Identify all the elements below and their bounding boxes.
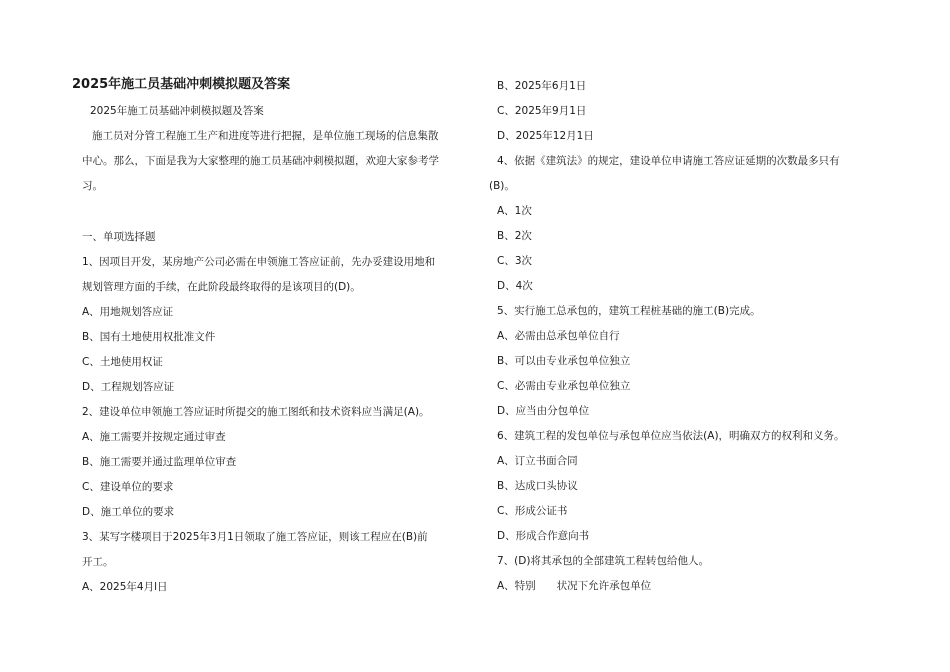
option-line: B、国有土地使用权批准文件 bbox=[82, 331, 216, 343]
intro-line: 习。 bbox=[82, 180, 103, 192]
option-line: A、订立书面合同 bbox=[497, 455, 578, 467]
question-line: 3、某写字楼项目于2025年3月1日领取了施工答应证，则该工程应在(B)前 bbox=[82, 531, 428, 543]
option-line: B、施工需要并通过监理单位审查 bbox=[82, 456, 237, 468]
option-line: D、工程规划答应证 bbox=[82, 381, 175, 393]
question-line: 2、建设单位申领施工答应证时所提交的施工图纸和技术资料应当满足(A)。 bbox=[82, 406, 430, 418]
option-line: A、必需由总承包单位自行 bbox=[497, 330, 620, 342]
question-line: (B)。 bbox=[489, 180, 515, 192]
question-line: 7、(D)将其承包的全部建筑工程转包给他人。 bbox=[497, 555, 709, 567]
intro-line: 中心。那么，下面是我为大家整理的施工员基础冲刺模拟题，欢迎大家参考学 bbox=[82, 155, 439, 167]
option-line: C、形成公证书 bbox=[497, 505, 568, 517]
option-line: B、达成口头协议 bbox=[497, 480, 578, 492]
question-line: 1、因项目开发，某房地产公司必需在申领施工答应证前，先办妥建设用地和 bbox=[82, 256, 436, 268]
option-line: C、必需由专业承包单位独立 bbox=[497, 380, 631, 392]
option-line: C、3次 bbox=[497, 255, 533, 267]
question-line: 开工。 bbox=[82, 556, 114, 568]
document-subtitle: 2025年施工员基础冲刺模拟题及答案 bbox=[90, 105, 264, 117]
option-line: A、用地规划答应证 bbox=[82, 306, 174, 318]
question-line: 6、建筑工程的发包单位与承包单位应当依法(A)，明确双方的权利和义务。 bbox=[497, 430, 845, 442]
question-line: 4、依据《建筑法》的规定，建设单位申请施工答应证延期的次数最多只有 bbox=[497, 155, 840, 167]
section-heading: 一、单项选择题 bbox=[82, 231, 156, 243]
option-line: C、建设单位的要求 bbox=[82, 481, 174, 493]
option-line: A、1次 bbox=[497, 205, 532, 217]
option-line: B、可以由专业承包单位独立 bbox=[497, 355, 631, 367]
option-line: A、施工需要并按规定通过审查 bbox=[82, 431, 226, 443]
option-line: D、4次 bbox=[497, 280, 533, 292]
option-line: D、形成合作意向书 bbox=[497, 530, 590, 542]
document-title: 2025年施工员基础冲刺模拟题及答案 bbox=[72, 77, 291, 92]
question-line: 规划管理方面的手续，在此阶段最终取得的是该项目的(D)。 bbox=[82, 281, 361, 293]
option-line: D、施工单位的要求 bbox=[82, 506, 175, 518]
option-line: A、2025年4月l日 bbox=[82, 581, 168, 593]
intro-line: 施工员对分管工程施工生产和进度等进行把握，是单位施工现场的信息集散 bbox=[92, 130, 439, 142]
question-line: 5、实行施工总承包的，建筑工程桩基础的施工(B)完成。 bbox=[497, 305, 761, 317]
option-line: A、特别 状况下允许承包单位 bbox=[497, 580, 652, 592]
option-line: C、土地使用权证 bbox=[82, 356, 163, 368]
option-line: C、2025年9月1日 bbox=[497, 105, 587, 117]
option-line: B、2次 bbox=[497, 230, 532, 242]
option-line: B、2025年6月1日 bbox=[497, 80, 587, 92]
option-line: D、应当由分包单位 bbox=[497, 405, 590, 417]
option-line: D、2025年12月1日 bbox=[497, 130, 594, 142]
